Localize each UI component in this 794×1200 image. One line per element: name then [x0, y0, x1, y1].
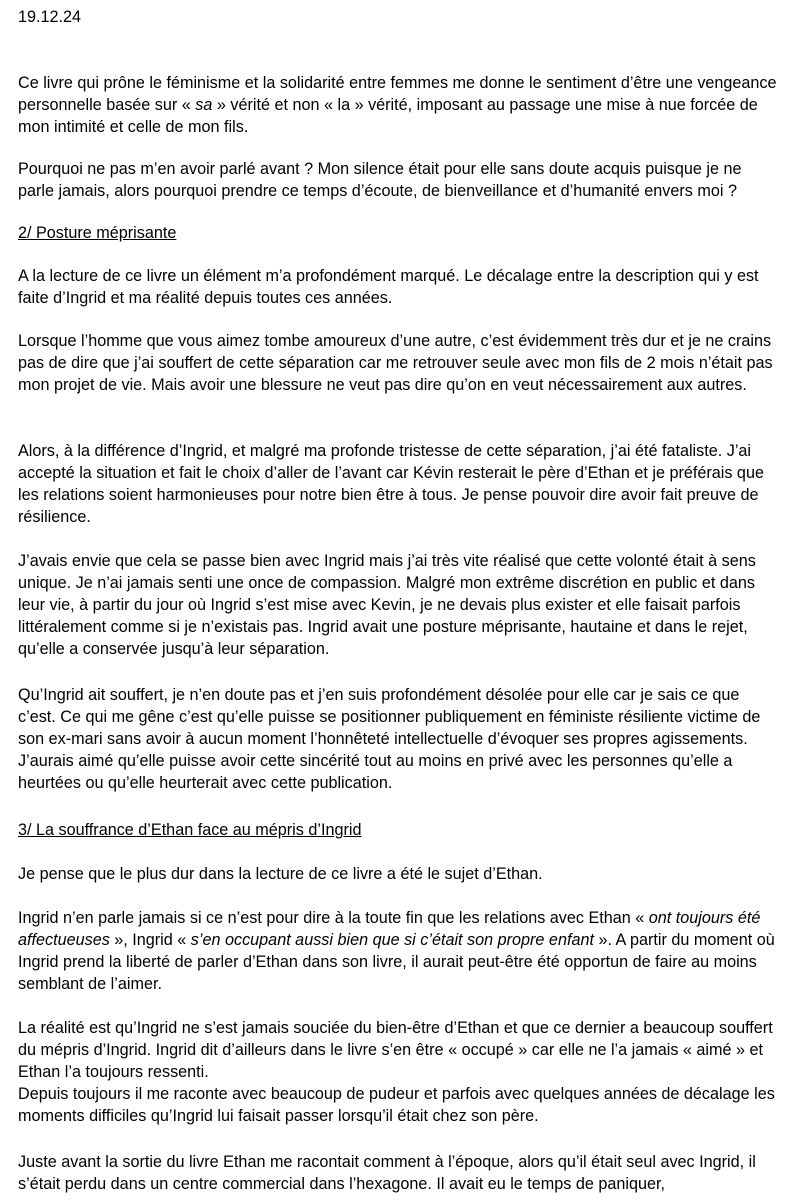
paragraph-10	[18, 1017, 780, 1127]
paragraph-1-text-b: » vérité et non « la » vérité, imposant au passage une mise à nue forcée de mon intimité et celle de mon fils.	[18, 96, 758, 136]
paragraph-2: Pourquoi ne pas m’en avoir parlé avant ? Mon silence était pour elle sans doute acquis puisque je ne parle jamais, alors pourquoi prendre ce temps d’écoute, de bienveillance et d’humanité envers moi ?	[18, 160, 742, 200]
paragraph-10-part-1: La réalité est qu’Ingrid ne s’est jamais souciée du bien-être d’Ethan et que ce dernier a beaucoup souffert du mépris d’Ingrid. Ingrid dit d’ailleurs dans le livre s’en être « occupé » car elle ne l’a jamais « aimé » et Ethan l’a toujours ressenti.	[18, 1019, 773, 1081]
paragraph-1	[18, 72, 780, 138]
paragraph-4: Lorsque l’homme que vous aimez tombe amoureux d’une autre, c’est évidemment très dur et je ne crains pas de dire que j’ai souffert de cette séparation car me retrouver seule avec mon fils de 2 mois n’était pas mon projet de vie. Mais avoir une blessure ne veut pas dire qu’on en veut nécessairement aux autres.	[18, 332, 773, 394]
paragraph-9-emphasis-1: ont toujours été affectueuses	[18, 909, 761, 949]
paragraph-9-emphasis-2: s’en occupant aussi bien que si c’était son propre enfant	[190, 931, 594, 949]
paragraph-6: J’avais envie que cela se passe bien avec Ingrid mais j’ai très vite réalisé que cette volonté était à sens unique. Je n’ai jamais senti une once de compassion. Malgré mon extrême discrétion en public et dans leur vie, à partir du jour où Ingrid s’est mise avec Kevin, je ne devais plus exister et elle faisait parfois littéralement comme si je n’existais pas. Ingrid avait une posture méprisante, hautaine et dans le rejet, qu’elle a conservée jusqu’à leur séparation.	[18, 552, 756, 658]
paragraph-9-text-a: Ingrid n’en parle jamais si ce n’est pour dire à la toute fin que les relations avec Ethan «	[18, 909, 649, 927]
section-heading-2: 2/ Posture méprisante	[18, 224, 177, 242]
paragraph-11: Juste avant la sortie du livre Ethan me racontait comment à l’époque, alors qu’il était seul avec Ingrid, il s’était perdu dans un centre commercial dans l’hexagone. Il avait eu le temps de paniquer,	[18, 1153, 756, 1193]
paragraph-9-text-c: ». A partir du moment où Ingrid prend la liberté de parler d’Ethan dans son livre, il aurait peut-être été opportun de faire au moins semblant de l’aimer.	[18, 931, 775, 993]
paragraph-3: A la lecture de ce livre un élément m’a profondément marqué. Le décalage entre la description qui y est faite d’Ingrid et ma réalité depuis toutes ces années.	[18, 267, 759, 307]
paragraph-1-emphasis: sa	[195, 96, 213, 114]
paragraph-10-part-2: Depuis toujours il me raconte avec beaucoup de pudeur et parfois avec quelques années de décalage les moments difficiles qu’Ingrid lui faisait passer lorsqu’il était chez son père.	[18, 1085, 775, 1125]
paragraph-5: Alors, à la différence d’Ingrid, et malgré ma profonde tristesse de cette séparation, j’ai été fataliste. J’ai accepté la situation et fait le choix d’aller de l’avant car Kévin resterait le père d’Ethan et je préférais que les relations soient harmonieuses pour notre bien être à tous. Je pense pouvoir dire avoir fait preuve de résilience.	[18, 442, 764, 526]
paragraph-8: Je pense que le plus dur dans la lecture de ce livre a été le sujet d’Ethan.	[18, 865, 543, 883]
paragraph-1-text-a: Ce livre qui prône le féminisme et la solidarité entre femmes me donne le sentiment d’être une vengeance personnelle basée sur «	[18, 74, 777, 114]
paragraph-9	[18, 907, 780, 995]
paragraph-9-text-b: », Ingrid «	[109, 931, 191, 949]
document-date: 19.12.24	[18, 8, 82, 26]
paragraph-7: Qu’Ingrid ait souffert, je n’en doute pas et j’en suis profondément désolée pour elle car je sais ce que c’est. Ce qui me gêne c’est qu’elle puisse se positionner publiquement en féministe résiliente victime de son ex-mari sans avoir à aucun moment l’honnêteté intellectuelle d’évoquer ses propres agissements. J’aurais aimé qu’elle puisse avoir cette sincérité tout au moins en privé avec les personnes qu’elle a heurtées ou qu’elle heurterait avec cette publication.	[18, 686, 761, 792]
section-heading-3: 3/ La souffrance d’Ethan face au mépris d’Ingrid	[18, 821, 362, 839]
